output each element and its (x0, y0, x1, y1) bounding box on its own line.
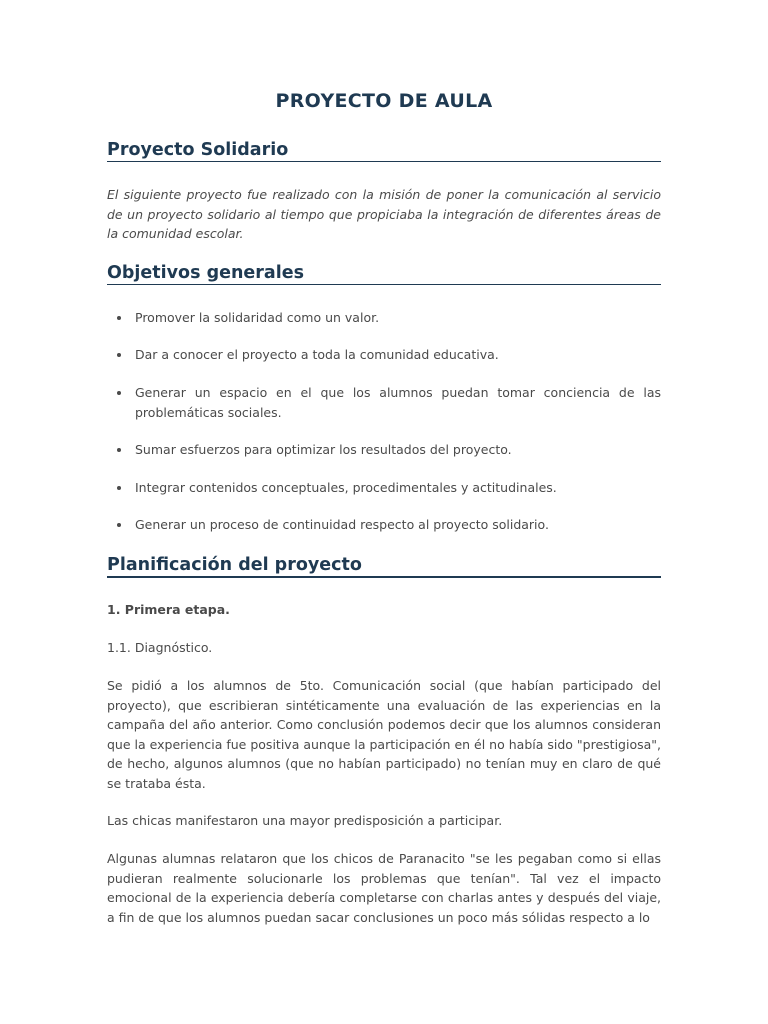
bullet-icon (117, 316, 121, 320)
bullet-icon (117, 486, 121, 490)
bullet-icon (117, 391, 121, 395)
body-paragraph: Algunas alumnas relataron que los chicos de Paranacito "se les pegaban como si ellas pudieran realmente solucionarle los problemas que tenían". Tal vez el impacto emocional de la experiencia debería completarse con charlas antes y después del viaje, a fin de que los alumnos puedan sacar conclusiones un poco más sólidas respecto a lo (107, 851, 661, 925)
body-paragraph: Se pidió a los alumnos de 5to. Comunicación social (que habían participado del proyecto), que escribieran sintéticamente una evaluación de las experiencias en la campaña del año anterior. Como conclusión podemos decir que los alumnos consideran que la experiencia fue positiva aunque la participación en él no había sido "prestigiosa", de hecho, algunos alumnos (que no habían participado) no tenían muy en claro de qué se trataba ésta. (107, 678, 661, 791)
section-heading-planificacion: Planificación del proyecto (107, 555, 661, 578)
bullet-icon (117, 523, 121, 527)
document-title: PROYECTO DE AULA (275, 90, 493, 112)
list-item: Generar un espacio en el que los alumnos puedan tomar conciencia de las problemáticas sociales. (135, 383, 661, 422)
bullet-icon (117, 353, 121, 357)
intro-paragraph: El siguiente proyecto fue realizado con la misión de poner la comunicación al servicio de un proyecto solidario al tiempo que propiciaba la integración de diferentes áreas de la comunidad escolar. (107, 187, 661, 241)
stage-heading: 1. Primera etapa. (107, 602, 230, 617)
substage-heading: 1.1. Diagnóstico. (107, 640, 213, 655)
section-heading-proyecto-solidario: Proyecto Solidario (107, 140, 661, 162)
list-item: Generar un proceso de continuidad respecto al proyecto solidario. (135, 515, 661, 535)
body-paragraph: Las chicas manifestaron una mayor predisposición a participar. (107, 813, 503, 828)
list-item: Promover la solidaridad como un valor. (135, 308, 661, 328)
section-heading-objetivos: Objetivos generales (107, 263, 661, 285)
list-item: Sumar esfuerzos para optimizar los resultados del proyecto. (135, 440, 661, 460)
list-item: Integrar contenidos conceptuales, procedimentales y actitudinales. (135, 478, 661, 498)
bullet-icon (117, 448, 121, 452)
list-item: Dar a conocer el proyecto a toda la comunidad educativa. (135, 345, 661, 365)
